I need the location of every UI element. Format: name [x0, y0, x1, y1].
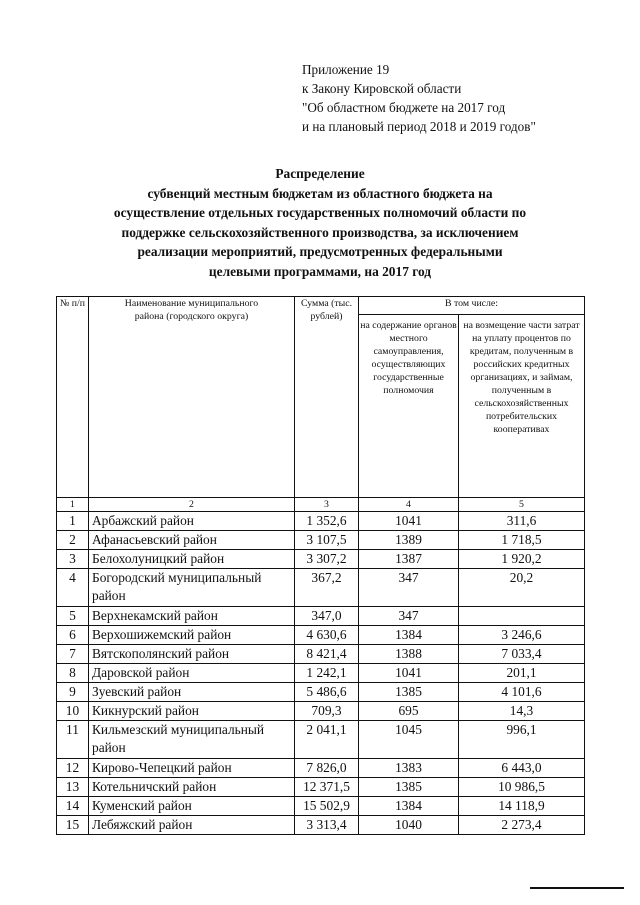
row-number: 6 [57, 626, 89, 645]
sum-value: 2 041,1 [295, 721, 359, 759]
district-name: Верхнекамский район [89, 607, 295, 626]
self-government-value: 1385 [359, 683, 459, 702]
interest-compensation-value: 1 920,2 [459, 550, 585, 569]
interest-compensation-value: 4 101,6 [459, 683, 585, 702]
row-number: 8 [57, 664, 89, 683]
sum-value: 4 630,6 [295, 626, 359, 645]
table-row [57, 816, 585, 835]
self-government-value: 1388 [359, 645, 459, 664]
header-col-b: на возмещение части затрат на уплату процентов по кредитам, полученным в российских кредитных организациях, и займам, полученным в сельскохозяйственных потребительских кооперативах [459, 315, 585, 498]
interest-compensation-value: 10 986,5 [459, 778, 585, 797]
appendix-reference [302, 60, 536, 136]
interest-compensation-value: 14 118,9 [459, 797, 585, 816]
row-number: 12 [57, 759, 89, 778]
self-government-value: 347 [359, 569, 459, 607]
self-government-value: 1387 [359, 550, 459, 569]
interest-compensation-value: 2 273,4 [459, 816, 585, 835]
interest-compensation-value: 1 718,5 [459, 531, 585, 550]
row-number: 14 [57, 797, 89, 816]
interest-compensation-value: 996,1 [459, 721, 585, 759]
title-line: целевыми программами, на 2017 год [208, 263, 432, 279]
document-title [80, 164, 560, 282]
district-name: Вятскополянский район [89, 645, 295, 664]
sum-value: 3 107,5 [295, 531, 359, 550]
table-row [57, 645, 585, 664]
district-name: Кирово-Чепецкий район [89, 759, 295, 778]
self-government-value: 1383 [359, 759, 459, 778]
district-name: Котельничский район [89, 778, 295, 797]
header-num: № п/п [57, 297, 89, 498]
self-government-value: 1041 [359, 664, 459, 683]
column-number: 2 [89, 498, 295, 512]
sum-value: 8 421,4 [295, 645, 359, 664]
table-row [57, 721, 585, 759]
row-number: 7 [57, 645, 89, 664]
sum-value: 15 502,9 [295, 797, 359, 816]
sum-value: 12 371,5 [295, 778, 359, 797]
self-government-value: 1040 [359, 816, 459, 835]
table-row [57, 626, 585, 645]
row-number: 4 [57, 569, 89, 607]
table-row [57, 683, 585, 702]
table-row [57, 607, 585, 626]
row-number: 11 [57, 721, 89, 759]
table-row [57, 550, 585, 569]
column-number: 4 [359, 498, 459, 512]
column-number-row [57, 498, 585, 512]
header-including: В том числе: [359, 297, 585, 315]
sum-value: 7 826,0 [295, 759, 359, 778]
header-row [57, 297, 585, 315]
table-row [57, 797, 585, 816]
district-name: Белохолуницкий район [89, 550, 295, 569]
title-line: реализации мероприятий, предусмотренных федеральными [137, 244, 503, 260]
self-government-value: 1384 [359, 797, 459, 816]
row-number: 15 [57, 816, 89, 835]
column-number: 5 [459, 498, 585, 512]
district-name: Богородский муниципальный район [89, 569, 295, 607]
table-row [57, 531, 585, 550]
appendix-line: Приложение 19 [302, 62, 390, 77]
row-number: 2 [57, 531, 89, 550]
sum-value: 1 352,6 [295, 512, 359, 531]
sum-value: 3 313,4 [295, 816, 359, 835]
row-number: 1 [57, 512, 89, 531]
row-number: 10 [57, 702, 89, 721]
distribution-table [56, 296, 585, 835]
title-line: субвенций местным бюджетам из областного бюджета на [147, 185, 493, 201]
district-name: Куменский район [89, 797, 295, 816]
row-number: 9 [57, 683, 89, 702]
interest-compensation-value [459, 607, 585, 626]
appendix-line: "Об областном бюджете на 2017 год [302, 100, 506, 115]
sum-value: 709,3 [295, 702, 359, 721]
district-name: Лебяжский район [89, 816, 295, 835]
appendix-line: и на плановый период 2018 и 2019 годов" [302, 119, 536, 134]
row-number: 3 [57, 550, 89, 569]
sum-value: 5 486,6 [295, 683, 359, 702]
self-government-value: 1389 [359, 531, 459, 550]
district-name: Даровской район [89, 664, 295, 683]
interest-compensation-value: 7 033,4 [459, 645, 585, 664]
sum-value: 1 242,1 [295, 664, 359, 683]
self-government-value: 1384 [359, 626, 459, 645]
district-name: Кикнурский район [89, 702, 295, 721]
interest-compensation-value: 6 443,0 [459, 759, 585, 778]
sum-value: 347,0 [295, 607, 359, 626]
row-number: 5 [57, 607, 89, 626]
self-government-value: 1041 [359, 512, 459, 531]
self-government-value: 1385 [359, 778, 459, 797]
column-number: 1 [57, 498, 89, 512]
header-name: Наименование муниципального района (городского округа) [89, 297, 295, 498]
column-number: 3 [295, 498, 359, 512]
sum-value: 3 307,2 [295, 550, 359, 569]
table-row [57, 512, 585, 531]
district-name: Верхошижемский район [89, 626, 295, 645]
self-government-value: 1045 [359, 721, 459, 759]
signature-line [530, 887, 624, 889]
table-body [57, 297, 585, 835]
self-government-value: 695 [359, 702, 459, 721]
table-row [57, 778, 585, 797]
district-name: Кильмезский муниципальный район [89, 721, 295, 759]
table-row [57, 759, 585, 778]
interest-compensation-value: 20,2 [459, 569, 585, 607]
interest-compensation-value: 311,6 [459, 512, 585, 531]
title-line: осуществление отдельных государственных полномочий области по [113, 205, 527, 221]
interest-compensation-value: 201,1 [459, 664, 585, 683]
sum-value: 367,2 [295, 569, 359, 607]
self-government-value: 347 [359, 607, 459, 626]
title-line: поддержке сельскохозяйственного производства, за исключением [121, 224, 519, 240]
interest-compensation-value: 14,3 [459, 702, 585, 721]
header-sum: Сумма (тыс. рублей) [295, 297, 359, 498]
table-row [57, 702, 585, 721]
interest-compensation-value: 3 246,6 [459, 626, 585, 645]
table-row [57, 569, 585, 607]
title-line: Распределение [275, 166, 365, 181]
row-number: 13 [57, 778, 89, 797]
appendix-line: к Закону Кировской области [302, 81, 462, 96]
district-name: Арбажский район [89, 512, 295, 531]
district-name: Зуевский район [89, 683, 295, 702]
table-row [57, 664, 585, 683]
district-name: Афанасьевский район [89, 531, 295, 550]
header-col-a: на содержание органов местного самоуправления, осуществляющих государственные полномочия [359, 315, 459, 498]
